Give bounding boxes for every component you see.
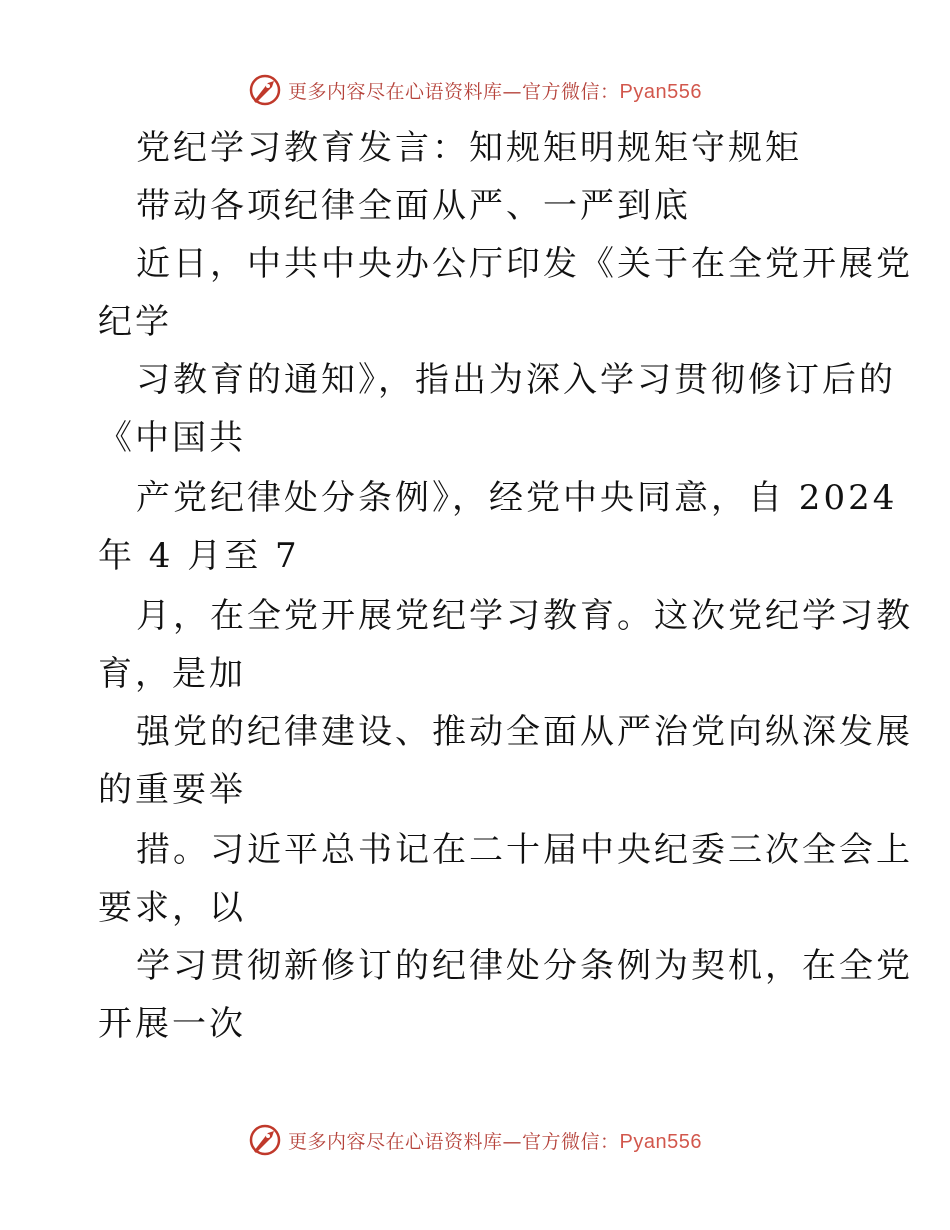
paragraph-line: 月，在全党开展党纪学习教育。这次党纪学习教 — [136, 596, 913, 636]
watermark-label: 官方微信： — [522, 80, 620, 103]
paragraph-line: 要求，以 — [98, 888, 246, 928]
paragraph-line: 措。习近平总书记在二十届中央纪委三次全会上 — [136, 830, 913, 870]
paragraph-line: 的重要举 — [98, 770, 246, 810]
paragraph-line: 年 4 月至 7 — [98, 536, 300, 576]
watermark-text: 更多内容尽在心语资料库 — [288, 1130, 503, 1153]
watermark-id: Pyan556 — [619, 1130, 702, 1153]
paragraph-line: 习教育的通知》，指出为深入学习贯彻修订后的 — [136, 360, 896, 400]
watermark-id: Pyan556 — [619, 80, 702, 103]
watermark-text: 更多内容尽在心语资料库 — [288, 80, 503, 103]
watermark-label: 官方微信： — [522, 1130, 620, 1153]
watermark-separator: — — [502, 80, 523, 103]
paragraph-line: 近日，中共中央办公厅印发《关于在全党开展党 — [136, 244, 913, 284]
paragraph-line: 育，是加 — [98, 654, 246, 694]
footer-watermark — [0, 1120, 950, 1160]
pen-nib-logo-icon — [248, 1123, 282, 1157]
paragraph-line: 产党纪律处分条例》，经党中央同意，自 2024 — [136, 478, 898, 518]
document-subtitle: 带动各项纪律全面从严、一严到底 — [136, 186, 691, 226]
paragraph-line: 强党的纪律建设、推动全面从严治党向纵深发展 — [136, 712, 913, 752]
document-title: 党纪学习教育发言：知规矩明规矩守规矩 — [136, 128, 802, 168]
paragraph-line: 学习贯彻新修订的纪律处分条例为契机，在全党 — [136, 946, 913, 986]
paragraph-line: 纪学 — [98, 302, 172, 342]
watermark-separator: — — [502, 1130, 523, 1153]
paragraph-line: 开展一次 — [98, 1004, 246, 1044]
paragraph-line: 《中国共 — [98, 418, 246, 458]
